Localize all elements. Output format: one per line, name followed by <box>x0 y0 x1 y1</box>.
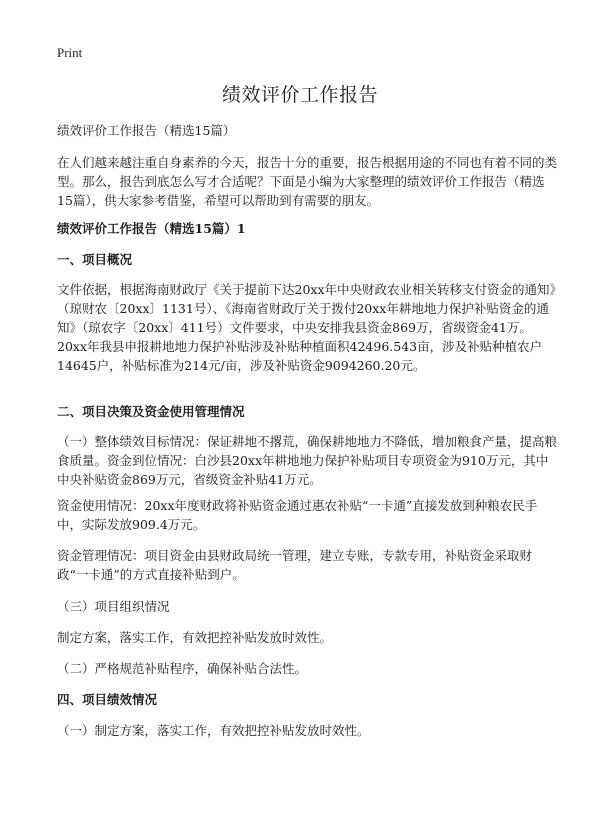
section-title: 绩效评价工作报告（精选15篇）1 <box>57 221 246 236</box>
heading-project-overview: 一、项目概况 <box>57 252 133 267</box>
paragraph-subsidy-procedure: （二）严格规范补贴程序，确保补贴合法性。 <box>57 661 308 676</box>
paragraph-performance-goals: （一）整体绩效目标情况：保证耕地不撂荒，确保耕地地力不降低，增加粮食产量，提高粮食质量。资金到位情况：白沙县20xx年耕地地力保护补贴项目专项资金为910万元，其中中央补贴资金869万元，省级资金补贴41万元。 <box>57 434 558 487</box>
page-title: 绩效评价工作报告 <box>221 84 378 106</box>
paragraph-performance-plan: （一）制定方案，落实工作，有效把控补贴发放时效性。 <box>57 723 370 738</box>
paragraph-fund-usage: 资金使用情况：20xx年度财政将补贴资金通过惠农补贴“一卡通”直接发放到种粮农民手中，实际发放909.4万元。 <box>57 498 538 532</box>
heading-performance: 四、项目绩效情况 <box>57 692 158 707</box>
heading-decision-fund-management: 二、项目决策及资金使用管理情况 <box>57 404 245 419</box>
paragraph-plan-implementation: 制定方案，落实工作，有效把控补贴发放时效性。 <box>57 630 333 645</box>
document-subtitle: 绩效评价工作报告（精选15篇） <box>57 123 236 138</box>
paragraph-fund-management: 资金管理情况：项目资金由县财政局统一管理，建立专账，专款专用，补贴资金采取财政“一卡通”的方式直接补贴到户。 <box>57 548 533 582</box>
paragraph-file-basis: 文件依据，根据海南财政厅《关于提前下达20xx年中央财政农业相关转移支付资金的通知》（琼财农〔20xx〕1131号）、《海南省财政厅关于拨付20xx年耕地地力保护补贴资金的通知》（琼农字〔20xx〕411号）文件要求，中央安排我县资金869万，省级资金41万。20xx年我县申报耕地地力保护补贴涉及补贴种植面积42496.543亩，涉及补贴种植农户14645户，补贴标准为214元/亩，涉及补贴资金9094260.20元。 <box>57 282 556 373</box>
paragraph-organization: （三）项目组织情况 <box>57 599 170 614</box>
print-label: Print <box>57 45 83 60</box>
intro-paragraph: 在人们越来越注重自身素养的今天，报告十分的重要，报告根据用途的不同也有着不同的类型。那么，报告到底怎么写才合适呢？下面是小编为大家整理的绩效评价工作报告（精选15篇），供大家参考借鉴，希望可以帮助到有需要的朋友。 <box>57 155 558 208</box>
